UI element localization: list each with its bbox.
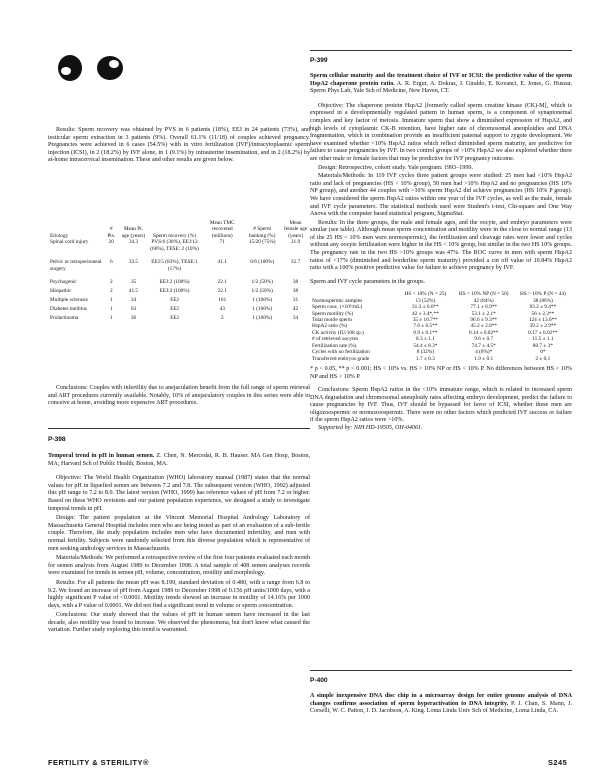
table-cell: 38 [292, 279, 299, 286]
table-note: * p < 0.05, ** p < 0.001; HS < 10% vs. HS > 10% NP or HS < 10% P. No differences between HS > 10% NP and HS > 10% P. [310, 365, 572, 380]
table-cell: 22.1 [217, 279, 227, 286]
abstract-authors: Z. Chen, N. Mercedat, R. B. Hauser. MA Gen Hosp, Boston, MA; Harvard Sch of Public Health, Boston, MA. [48, 453, 310, 467]
table-cell: Total motile sperm [312, 317, 352, 324]
col-header: HS > 10% P (N = 44) [519, 291, 566, 298]
table-cell: 2 [109, 288, 113, 295]
table-cell: 1/2 (50%) [251, 288, 273, 295]
table-cell: PVS:6 (30%), EEJ:12 (60%), TESE: 2 (10%) [150, 239, 199, 252]
abstract-paragraph: Results: In the three groups, the male and female ages, and the oocyte, and embryo parameters were similar (see table). Although mean sperm concentration and motility were in the close to normal range (13 of the 25 HS < 10% men were normospermic), the fertilization and cleavage rates were lower and cycles without any oocyte fertilization were higher in the HS < 10% group, but similar in the two HS 10% groups. The pregnancy rate in the two HS >10% groups was 47%. The ROC curve in men with sperm HspA2 ratios of <17% (diminished and borderline sperm maturity) provided a cut off value of 10.84% HspA2 ratio with a 100% positive predictive value for failure to achieve pregnancy by IVF. [310, 219, 572, 272]
col-header: Mean Pt. age (years) [121, 226, 146, 239]
figure-blob-1-hole [61, 67, 71, 75]
table-cell: 80.7 ± 3* [532, 342, 553, 349]
table-cell: 9.6 ± 0.7 [474, 336, 494, 343]
figure-blob-2-hole [109, 60, 119, 68]
table-cell: 77.1 ± 6.9** [470, 304, 498, 311]
table-cell: Cycles with no fertilization [312, 349, 370, 356]
table-cell: EEJ:5 (83%), TESE:1 (17%) [151, 259, 198, 272]
table-cell: 0.14 ± 0.02** [469, 329, 499, 336]
table-caption: Sperm and IVF cycle parameters in the groups. [310, 278, 426, 285]
hspa2-table-body [310, 298, 572, 362]
etiology-table-body [48, 239, 310, 324]
table-cell: 53.1 ± 2.1* [471, 310, 496, 317]
table-row [48, 315, 310, 324]
table-cell: 0.17 ± 0.02** [528, 329, 558, 336]
table-cell: 34 [130, 297, 137, 304]
table-cell: 20 [108, 239, 114, 246]
divider [310, 50, 572, 51]
abstract-id: P-399 [310, 57, 328, 64]
table-cell: EEJ:2 (100%) [159, 279, 190, 286]
table-cell: 33.5 [128, 259, 139, 266]
table-cell: Psychogenic [50, 279, 77, 286]
journal-footer: FERTILITY & STERILITY® [48, 758, 149, 767]
abstract-title: Sperm cellular maturity and the treatment choice of IVF or ICSI: the predictive value of the sperm HspA2 chaperone protein ratio. [310, 73, 572, 87]
abstract-heading [48, 453, 310, 468]
table-cell: 1/2 (50%) [251, 279, 273, 286]
page-number: S245 [548, 758, 568, 767]
table-cell: 1 [109, 297, 113, 304]
table-cell: Sperm conc. (×10⁶/mL) [312, 304, 363, 311]
abstract-conclusions: Conclusions: Sperm HspA2 ratios in the <10% immature range, which is related to increased sperm DNA degradation and chromosomal aneuploidy rates affecting embryo development, predict the failure to cause pregnancies by IVF. Thus, IVF should be bypassed for favor of ICSI, whether these men are oligozoospermic or normozoospermic. There were no other factors which predicted IVF success or failure if the sperm HspA2 ratios were >10%. [310, 387, 572, 424]
table-cell: 41.1 [217, 259, 227, 266]
table-cell: 2 [220, 315, 224, 322]
hspa2-table [310, 291, 572, 361]
divider [48, 428, 310, 429]
col-header: Mean TMC recovered (millions) [209, 220, 235, 239]
table-cell: Normospermic samples [312, 297, 363, 304]
table-row [48, 306, 310, 315]
table-cell: 31.3 ± 6.6** [412, 304, 439, 311]
col-header: # Sperm banking (%) [249, 226, 276, 239]
divider [310, 670, 572, 671]
table-cell: 41.5 [128, 288, 139, 295]
table-cell: 6/6 (100%) [250, 259, 275, 266]
table-cell: 42 ± 3.4*,** [412, 310, 439, 317]
table-row [48, 297, 310, 306]
table-cell: 161 [218, 297, 227, 304]
table-cell: 124 ± 13.6** [528, 317, 557, 324]
table-cell: 0.9 ± 0.1** [413, 329, 438, 336]
abstract-paragraph: Objective: The World Health Organization (WHO) laboratory manual (1987) states that the normal values for pH in liquefied semen are between 7.2 and 7.8. The subsequent version (WHO, 1992) adjusted this pH range to 7.2 to 8.0. The latest version (WHO, 1999) has reference values of pH from 7.2 or higher. Based on these WHO revisions and our patient population experience, we designed a study to investigate temporal trends in pH. [48, 475, 310, 512]
conclusions-paragraph: Conclusions: Couples with infertility due to anejaculation benefit from the full range of sperm retrieval and ART procedures currently available. Notably, 10% of anejaculatory couples in this series were able to conceive at home, avoiding more expensive ART procedures. [48, 385, 310, 407]
table-cell: 83.2 ± 9.4** [529, 304, 557, 311]
table-cell: 45.2 ± 2.8** [470, 323, 498, 330]
table-cell: HspA2 ratio (%) [312, 323, 348, 330]
table-cell: Sperm motility (%) [312, 310, 354, 317]
table-cell: Idiopathic [50, 288, 72, 295]
table-cell: 34.3 [128, 239, 139, 246]
abstract-p398 [48, 453, 310, 635]
table-cell: 32.7 [290, 259, 301, 266]
abstract-heading [310, 73, 572, 96]
table-cell: 35 [130, 279, 137, 286]
table-cell: # of retrieved oocytes [312, 336, 359, 343]
etiology-table [48, 220, 310, 324]
figure-blob-1 [58, 55, 82, 81]
figure-blob-2 [97, 56, 123, 80]
table-cell: 15/20 (75%) [248, 239, 276, 246]
table-cell: 39.2 ± 2.9** [529, 323, 557, 330]
table-cell: 36 [130, 315, 137, 322]
table-cell: 11.5 ± 1.1 [532, 336, 554, 343]
table-cell: 74.7 ± 4.5* [471, 342, 496, 349]
table-cell: 1.9 ± 0.1 [474, 355, 494, 362]
table-cell: 31 [292, 297, 299, 304]
table-cell: 38 (86%) [532, 297, 553, 304]
abstract-paragraph: Materials/Methods: We performed a retrospective review of the first four patients evaluated each month for semen analysis from August 1989 to December 1998. A total sample of 408 semen analyses records were examined for trends in semen pH, volume, concentration, motility and morphology. [48, 555, 310, 577]
table-row [48, 288, 310, 297]
col-header: Mean female age (years) [283, 220, 308, 239]
abstract-id: P-400 [310, 677, 328, 684]
table-cell: Pelvic or retroperitoneal surgery [50, 259, 102, 272]
table-cell: 1.7 ± 0.3 [416, 355, 435, 362]
table-cell: 13 (52%) [415, 297, 436, 304]
abstract-paragraph: Conclusions: Our study showed that the values of pH in human semen have increased in the last decade, also motility was found to increase. We observed the phenomena, but don't know what caused the variation. Further study exploring this trend is warranted. [48, 612, 310, 634]
table-cell: 22.1 [217, 288, 227, 295]
table-cell: 43 [219, 306, 225, 313]
table-cell: 34 [292, 315, 299, 322]
table-cell: CK activity (IU/108 sp.) [312, 329, 364, 336]
table-cell: 2 [109, 279, 113, 286]
col-header: HS < 10% (N = 25) [404, 291, 447, 298]
table-cell: 35 ± 10.7** [412, 317, 439, 324]
table-cell: 1 [109, 306, 113, 313]
table-cell: 8.3 ± 1.1 [416, 336, 435, 343]
abstract-id: P-398 [48, 436, 66, 443]
table-cell: 4 (8%)* [475, 349, 493, 356]
table-row [48, 239, 310, 259]
abstract-paragraph: Design: The patient population at the Vincent Memorial Hospital Andrology Laboratory of Massachusetts General Hospital includes men who are being tested as part of an evaluation of a sub-fertile couple. Therefore, the study population includes men who have documented infertility, and men with normal fertility. Subjects were randomly selected from this diverse population which is representative of men seeking andrology services in Massachusetts. [48, 515, 310, 552]
col-header: HS > 10% NP (N = 50) [458, 291, 509, 298]
table-cell: 1 [109, 315, 113, 322]
table-cell: 42 (84%) [473, 297, 494, 304]
col-header: Etiology [50, 232, 69, 239]
table-cell: 63 [130, 306, 137, 313]
abstract-title: Temporal trend in pH in human semen. [48, 453, 155, 459]
table-cell: Spinal cord injury [50, 239, 89, 246]
table-row [48, 259, 310, 279]
table-cell: 38 [292, 288, 299, 295]
table-cell: EEJ:2 (100%) [159, 288, 190, 295]
table-cell: 71 [219, 239, 225, 246]
table-cell: 8 (32%) [416, 349, 435, 356]
table-cell: 6 [109, 259, 113, 266]
table-cell: 56 ± 2.3** [531, 310, 555, 317]
table-cell: Multiple sclerosis [50, 297, 88, 304]
table-cell: 96.6 ± 9.3** [470, 317, 498, 324]
table-cell: Transferred embryos grade [312, 355, 370, 362]
table-cell: EEJ [170, 306, 179, 313]
table-cell: Prolactinoma [50, 315, 79, 322]
abstract-paragraph: Results: For all patients the mean pH was 8.199, standard deviation of 0.480, with a range from 6.8 to 9.2. We found an increase of pH from August 1989 to December 1998 of 0.156 pH units/1000 days, with a highly significant P value of <0.0001. Motility trends showed an increase in motility of 14.16% per 1000 days, with a P value of 0.0001. We did not find a significant trend in volume or sperm concentration. [48, 579, 310, 609]
table-cell: 54.4 ± 8.3* [413, 342, 438, 349]
support-note: Supported by: NIH HD-19505, OH-04061. [318, 425, 423, 432]
etiology-table-header [48, 220, 310, 239]
table-cell: Diabetes mellitus [50, 306, 87, 313]
results-paragraph: Results: Sperm recovery was obtained by PVS in 6 patients (18%), EEJ in 24 patients (73%), and testicular sperm extraction in 3 patients (9%). Overall 61.1% (11/18) of couples achieved pregnancy. Pregnancies were achieved in 6 cases (54.5%) with in vitro fertilization (IVF)/intracytoplasmic sperm injection (ICSI), in 2 (18.2%) by IVF alone, in 1 (9.1%) by intrauterine insemination, and in 2 (18.2%) by at-home intracervical insemination. These and other results are given below. [48, 127, 310, 164]
abstract-paragraph: Materials/Methods: In 119 IVF cycles three patient groups were studied: 25 men had <10% HspA2 ratio and lack of pregnancies (HS < 10% group), 50 men had >10% HspA2 and no pregnancies (HS 10% NP group), and another 44 couples with >10% sperm HspA2 did achieve pregnancies (HS 10% P group). We have considered the sperm HspA2 ratios within one year of the IVF cycles, as well as the male, female and IVF cycle parameters. The statistical methods used were Student's t-test, Chi-square and One Way Anova with the computer based statistical program, SigmaStat. [310, 173, 572, 218]
col-header: # Pts. [107, 226, 116, 239]
abstract-p400-heading [310, 693, 572, 716]
abstract-paragraph: Objective: The chaperone protein HspA2 [formerly called sperm creatine kinase (CK)-M], which is expressed in a developmentally regulated pattern in human sperm, is a component of synaptonemal complex and key factor of meiosis. Immature sperm that show a diminished expression of HspA2, and high levels of cytoplasmic CK-B retention, have higher rate of chromosomal aneuploidies and DNA fragmentation, which in combination provide an insufficient paternal support to zygote development. We have examined whether <10% HspA2 ratios which reflect diminished sperm maturity, are predictive for failure to cause pregnancies by IVF. In two control groups of >10% HspA2 we also explored whether there are other male or female factors that may be predictive for IVF pregnancy outcome. [310, 102, 572, 162]
table-cell: 1 (100%) [252, 297, 273, 304]
table-cell: 7.6 ± 0.5** [413, 323, 438, 330]
table-cell: 0* [540, 349, 546, 356]
table-cell: 42 [292, 306, 299, 313]
table-cell: EEJ [170, 315, 179, 322]
table-cell: EEJ [170, 297, 179, 304]
table-cell: 31.9 [290, 239, 301, 246]
table-cell: 1 (100%) [252, 306, 273, 313]
col-header: Sperm recovery (%) [153, 232, 196, 239]
abstract-authors: P. J. Chan, S. Mann, J. Corselli, W. C. Patton, J. D. Jacobson, A. King. Loma Linda Univ Sch of Medicine, Loma Linda, CA. [310, 700, 573, 715]
abstract-title: A simple inexpensive DNA disc chip in a microarray design for entire genome analysis of DNA changes confirms association of sperm hyperactivation to DNA integrity. [310, 693, 572, 707]
table-cell: Fertilization rate (%) [312, 342, 357, 349]
figure-spinal-images [52, 48, 132, 98]
abstract-paragraph: Design: Retrospective, cohort study. Yale program: 1993–1999. [318, 164, 473, 171]
abstract-p399 [310, 73, 572, 433]
abstract-authors: A. R. Ergur, A. Dokras, J. Giraldo, E. Kovanci, E. Jones, G. Huszar. Sperm Phys Lab, Yale Sch of Medicine, New Haven, CT. [310, 80, 572, 95]
table-cell: 1 (100%) [252, 315, 273, 322]
table-cell: 2 ± 0.1 [535, 355, 551, 362]
table-row [48, 279, 310, 288]
